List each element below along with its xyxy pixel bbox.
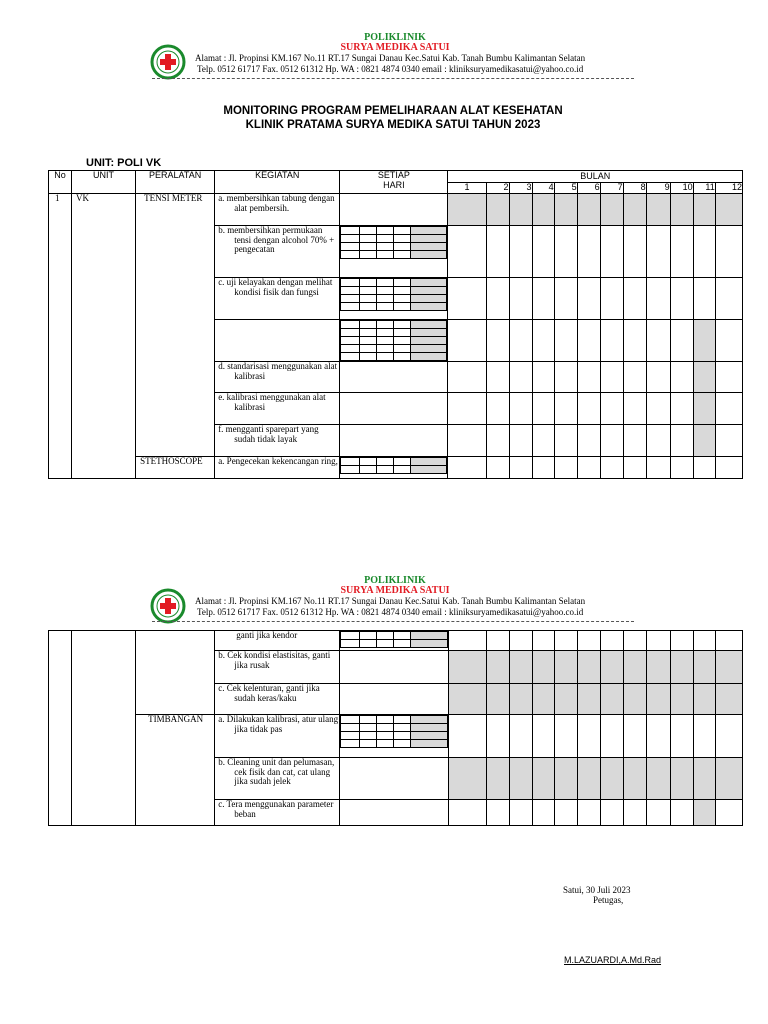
month-cell <box>554 278 577 320</box>
month-cell <box>693 320 715 362</box>
monitoring-table-page2 <box>48 630 743 826</box>
month-cell <box>693 194 715 226</box>
month-cell <box>670 425 693 457</box>
month-cell <box>623 457 646 479</box>
daily-grid <box>340 226 448 278</box>
month-cell <box>509 362 532 393</box>
cell-no-empty <box>49 631 72 826</box>
month-cell <box>646 684 670 715</box>
month-cell <box>600 684 623 715</box>
month-cell <box>486 278 509 320</box>
month-cell <box>486 715 509 758</box>
month-cell <box>577 194 600 226</box>
letterhead-clinic-name: SURYA MEDIKA SATUI <box>340 42 450 53</box>
month-cell <box>532 631 554 651</box>
month-cell <box>715 631 742 651</box>
month-cell <box>448 631 486 651</box>
month-cell <box>554 800 577 826</box>
letterhead-address: Alamat : Jl. Propinsi KM.167 No.11 RT.17 Sungai Danau Kec.Satui Kab. Tanah Bumbu Kalimantan Selatan <box>195 596 586 606</box>
month-cell <box>623 278 646 320</box>
col-kegiatan: KEGIATAN <box>215 171 340 194</box>
month-cell <box>554 715 577 758</box>
month-cell <box>577 800 600 826</box>
month-cell <box>670 758 693 800</box>
month-cell <box>623 715 646 758</box>
month-cell <box>532 684 554 715</box>
month-cell <box>600 226 623 278</box>
col-bulan: BULAN <box>448 171 743 183</box>
month-cell <box>715 194 742 226</box>
kegiatan-item: b. Cleaning unit dan pelumasan, cek fisik dan cat, cat ulang jika sudah jelek <box>215 758 340 800</box>
month-cell <box>554 758 577 800</box>
month-cell <box>554 425 577 457</box>
month-cell <box>646 194 670 226</box>
kegiatan-item: d. standarisasi menggunakan alat kalibrasi <box>215 362 340 393</box>
month-header: 4 <box>532 183 554 194</box>
month-cell <box>554 684 577 715</box>
month-cell <box>600 393 623 425</box>
month-cell <box>670 684 693 715</box>
col-setiap-line2: HARI <box>383 179 405 190</box>
letterhead-contact: Telp. 0512 61717 Fax. 0512 61312 Hp. WA : 0821 4874 0340 email : kliniksuryamedikasatui@yahoo.co.id <box>197 64 584 74</box>
month-cell <box>509 715 532 758</box>
month-cell <box>646 362 670 393</box>
setiap-hari-cell <box>340 651 448 684</box>
month-header: 8 <box>623 183 646 194</box>
month-cell <box>532 194 554 226</box>
month-cell <box>554 651 577 684</box>
month-cell <box>715 651 742 684</box>
month-cell <box>646 457 670 479</box>
month-cell <box>532 800 554 826</box>
cell-peralatan-stethoscope: STETHOSCOPE <box>136 457 215 479</box>
month-cell <box>646 393 670 425</box>
month-cell <box>646 631 670 651</box>
month-cell <box>486 800 509 826</box>
month-cell <box>693 362 715 393</box>
month-cell <box>670 800 693 826</box>
month-cell <box>532 393 554 425</box>
month-cell <box>448 362 486 393</box>
month-cell <box>532 758 554 800</box>
month-header: 3 <box>509 183 532 194</box>
month-cell <box>693 651 715 684</box>
month-cell <box>670 631 693 651</box>
month-cell <box>600 631 623 651</box>
month-cell <box>646 800 670 826</box>
month-cell <box>509 631 532 651</box>
signature-name: M.LAZUARDI,A.Md.Rad <box>564 955 662 965</box>
month-cell <box>486 226 509 278</box>
month-cell <box>509 800 532 826</box>
document-title-line2: KLINIK PRATAMA SURYA MEDIKA SATUI TAHUN 2023 <box>245 119 541 131</box>
month-cell <box>715 715 742 758</box>
month-cell <box>448 684 486 715</box>
month-cell <box>600 194 623 226</box>
month-cell <box>623 758 646 800</box>
kegiatan-item: a. membersihkan tabung dengan alat pembersih. <box>215 194 340 226</box>
month-cell <box>646 425 670 457</box>
month-cell <box>509 758 532 800</box>
month-cell <box>600 320 623 362</box>
month-cell <box>600 362 623 393</box>
month-cell <box>509 425 532 457</box>
month-cell <box>693 800 715 826</box>
month-cell <box>600 278 623 320</box>
daily-grid <box>340 631 448 651</box>
month-cell <box>670 362 693 393</box>
month-cell <box>486 758 509 800</box>
month-cell <box>448 278 486 320</box>
month-cell <box>646 226 670 278</box>
month-cell <box>448 651 486 684</box>
month-cell <box>532 425 554 457</box>
letterhead-rule <box>152 78 634 79</box>
cell-no: 1 <box>49 194 72 479</box>
month-cell <box>509 651 532 684</box>
month-cell <box>577 362 600 393</box>
month-cell <box>486 320 509 362</box>
col-no: No <box>49 171 72 194</box>
month-cell <box>577 393 600 425</box>
cell-peralatan-tensi: TENSI METER <box>136 194 215 457</box>
month-cell <box>693 425 715 457</box>
month-cell <box>715 320 742 362</box>
month-cell <box>532 715 554 758</box>
month-cell <box>670 226 693 278</box>
month-cell <box>577 226 600 278</box>
month-cell <box>577 457 600 479</box>
setiap-hari-cell <box>340 684 448 715</box>
month-cell <box>554 393 577 425</box>
month-cell <box>448 758 486 800</box>
month-cell <box>509 393 532 425</box>
month-cell <box>554 362 577 393</box>
month-cell <box>577 684 600 715</box>
month-cell <box>448 194 486 226</box>
month-cell <box>577 320 600 362</box>
setiap-hari-cell <box>340 758 448 800</box>
kegiatan-item: c. Cek kelenturan, ganti jika sudah keras/kaku <box>215 684 340 715</box>
cell-peralatan-empty <box>136 631 215 715</box>
month-cell <box>623 194 646 226</box>
month-header: 2 <box>486 183 509 194</box>
month-cell <box>486 393 509 425</box>
month-cell <box>509 684 532 715</box>
month-cell <box>715 393 742 425</box>
month-cell <box>486 194 509 226</box>
month-cell <box>623 393 646 425</box>
month-cell <box>715 362 742 393</box>
month-cell <box>509 194 532 226</box>
kegiatan-item: b. membersihkan permukaan tensi dengan alcohol 70% + pengecatan <box>215 226 340 278</box>
setiap-hari-cell <box>340 425 448 457</box>
month-cell <box>532 226 554 278</box>
month-cell <box>623 362 646 393</box>
month-cell <box>577 631 600 651</box>
month-cell <box>623 651 646 684</box>
month-cell <box>623 226 646 278</box>
setiap-hari-cell <box>340 362 448 393</box>
month-cell <box>448 457 486 479</box>
month-cell <box>448 226 486 278</box>
month-cell <box>532 651 554 684</box>
month-cell <box>646 758 670 800</box>
setiap-hari-cell <box>340 194 448 226</box>
month-cell <box>693 393 715 425</box>
month-cell <box>623 631 646 651</box>
cell-unit-empty <box>72 631 136 826</box>
month-cell <box>554 320 577 362</box>
letterhead-rule <box>152 621 634 622</box>
month-cell <box>532 457 554 479</box>
letterhead-clinic-name: SURYA MEDIKA SATUI <box>340 585 450 596</box>
month-cell <box>646 278 670 320</box>
col-peralatan: PERALATAN <box>136 171 215 194</box>
month-cell <box>486 362 509 393</box>
kegiatan-item-empty <box>215 320 340 362</box>
month-cell <box>623 800 646 826</box>
month-cell <box>693 758 715 800</box>
month-header: 5 <box>554 183 577 194</box>
daily-grid <box>340 457 448 479</box>
unit-label: UNIT: POLI VK <box>86 157 162 169</box>
month-cell <box>486 651 509 684</box>
month-cell <box>486 425 509 457</box>
month-cell <box>554 457 577 479</box>
month-cell <box>670 457 693 479</box>
kegiatan-item: f. mengganti sparepart yang sudah tidak layak <box>215 425 340 457</box>
cell-peralatan-timbangan: TIMBANGAN <box>136 715 215 826</box>
month-cell <box>577 651 600 684</box>
month-cell <box>600 457 623 479</box>
month-cell <box>715 758 742 800</box>
month-cell <box>693 226 715 278</box>
month-cell <box>670 651 693 684</box>
month-cell <box>509 320 532 362</box>
month-cell <box>554 631 577 651</box>
month-cell <box>532 278 554 320</box>
month-header: 11 <box>693 183 715 194</box>
month-cell <box>554 226 577 278</box>
month-cell <box>509 457 532 479</box>
month-cell <box>448 800 486 826</box>
letterhead-address: Alamat : Jl. Propinsi KM.167 No.11 RT.17 Sungai Danau Kec.Satui Kab. Tanah Bumbu Kalimantan Selatan <box>195 53 586 63</box>
month-cell <box>693 457 715 479</box>
month-header: 6 <box>577 183 600 194</box>
month-cell <box>600 758 623 800</box>
col-setiap-hari <box>340 171 448 194</box>
cell-unit: VK <box>72 194 136 479</box>
month-cell <box>646 651 670 684</box>
month-cell <box>646 715 670 758</box>
kegiatan-item: e. kalibrasi menggunakan alat kalibrasi <box>215 393 340 425</box>
month-cell <box>715 425 742 457</box>
letterhead-contact: Telp. 0512 61717 Fax. 0512 61312 Hp. WA : 0821 4874 0340 email : kliniksuryamedikasatui@yahoo.co.id <box>197 607 584 617</box>
month-cell <box>670 320 693 362</box>
month-cell <box>693 684 715 715</box>
month-cell <box>715 457 742 479</box>
signature-place-date: Satui, 30 Juli 2023 <box>563 885 631 895</box>
month-cell <box>693 631 715 651</box>
month-header: 10 <box>670 183 693 194</box>
kegiatan-item: c. uji kelayakan dengan melihat kondisi fisik dan fungsi <box>215 278 340 320</box>
letterhead-title: POLIKLINIK <box>364 32 426 43</box>
month-cell <box>554 194 577 226</box>
month-cell <box>600 715 623 758</box>
month-cell <box>577 278 600 320</box>
month-cell <box>600 425 623 457</box>
month-cell <box>693 715 715 758</box>
month-cell <box>448 715 486 758</box>
month-cell <box>448 320 486 362</box>
month-cell <box>715 684 742 715</box>
month-cell <box>670 194 693 226</box>
month-cell <box>715 800 742 826</box>
setiap-hari-cell <box>340 393 448 425</box>
month-header: 7 <box>600 183 623 194</box>
month-cell <box>600 651 623 684</box>
month-cell <box>670 278 693 320</box>
month-cell <box>577 425 600 457</box>
month-cell <box>600 800 623 826</box>
month-cell <box>486 631 509 651</box>
month-header: 1 <box>448 183 486 194</box>
kegiatan-item: ganti jika kendor <box>215 631 340 651</box>
month-cell <box>532 320 554 362</box>
setiap-hari-cell <box>340 800 448 826</box>
month-cell <box>448 425 486 457</box>
month-cell <box>715 278 742 320</box>
month-cell <box>715 226 742 278</box>
month-cell <box>486 684 509 715</box>
month-cell <box>532 362 554 393</box>
kegiatan-item: c. Tera menggunakan parameter beban <box>215 800 340 826</box>
col-unit: UNIT <box>72 171 136 194</box>
month-cell <box>448 393 486 425</box>
monitoring-table-page1 <box>48 170 743 479</box>
month-cell <box>509 226 532 278</box>
kegiatan-item: a. Dilakukan kalibrasi, atur ulang jika tidak pas <box>215 715 340 758</box>
month-cell <box>623 425 646 457</box>
daily-grid <box>340 278 448 320</box>
month-cell <box>509 278 532 320</box>
month-cell <box>623 684 646 715</box>
month-cell <box>646 320 670 362</box>
month-cell <box>623 320 646 362</box>
month-cell <box>670 715 693 758</box>
month-header: 9 <box>646 183 670 194</box>
month-cell <box>693 278 715 320</box>
month-cell <box>486 457 509 479</box>
month-cell <box>670 393 693 425</box>
month-cell <box>577 758 600 800</box>
document-title-line1: MONITORING PROGRAM PEMELIHARAAN ALAT KESEHATAN <box>223 105 563 117</box>
col-setiap-line1: SETIAP <box>377 170 410 180</box>
month-cell <box>577 715 600 758</box>
kegiatan-item: b. Cek kondisi elastisitas, ganti jika rusak <box>215 651 340 684</box>
daily-grid <box>340 715 448 758</box>
month-header: 12 <box>715 183 742 194</box>
letterhead-title: POLIKLINIK <box>364 575 426 586</box>
kegiatan-item: a. Pengecekan kekencangan ring, <box>215 457 340 479</box>
signature-role: Petugas, <box>593 895 624 905</box>
daily-grid <box>340 320 448 362</box>
